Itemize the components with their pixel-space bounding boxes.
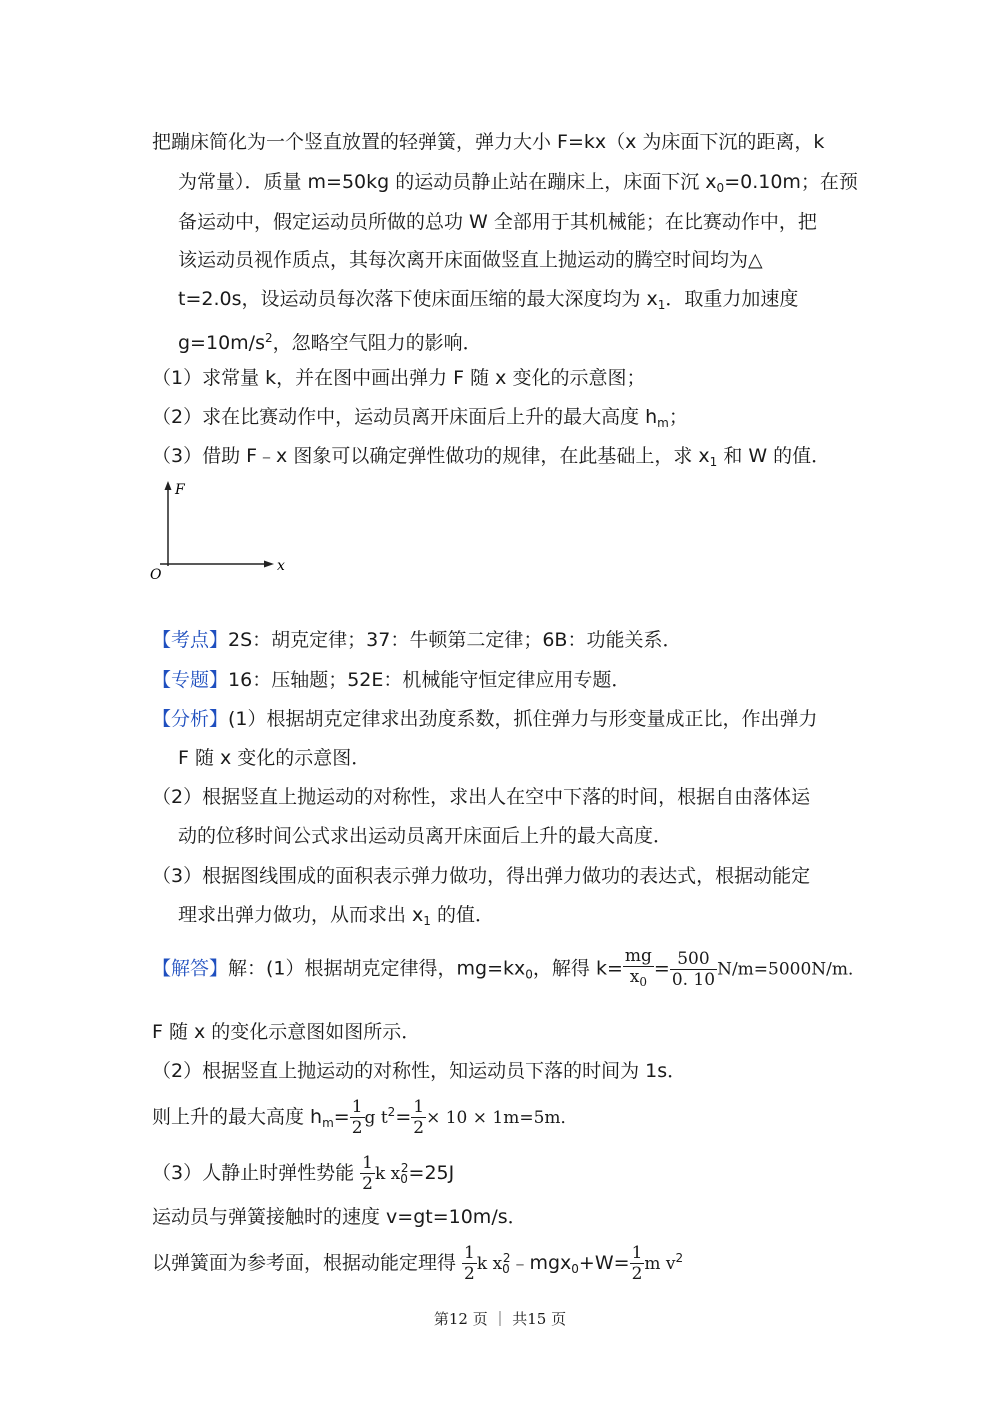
- question-3: [152, 444, 830, 474]
- equals-sign: =: [333, 1106, 350, 1128]
- formula-text: k x: [476, 1254, 503, 1274]
- subscript: m: [322, 1116, 334, 1130]
- jieda-line-7: [152, 1236, 683, 1291]
- fenxi-line-3: [152, 785, 810, 809]
- formula-text: +W=: [578, 1252, 630, 1274]
- jieda-tag: 【解答】: [152, 957, 229, 980]
- jieda-text: 则上升的最大高度 h: [152, 1106, 323, 1128]
- subscript: 1: [423, 914, 431, 928]
- jieda-text: 以弹簧面为参考面，根据动能定理得: [152, 1252, 463, 1274]
- problem-text: ．取重力加速度: [665, 288, 799, 310]
- x-axis-label: x: [277, 558, 285, 574]
- fenxi-text: 的值．: [430, 904, 494, 926]
- subscript: m: [657, 416, 669, 430]
- problem-text: 把蹦床简化为一个竖直放置的轻弹簧，弹力大小 F=kx（x 为床面下沉的距离，k: [152, 131, 825, 153]
- superscript: 2: [675, 1251, 684, 1265]
- fraction-mg-over-x0: [623, 946, 654, 992]
- fraction-denominator: 2: [631, 1264, 643, 1284]
- equals-sign: =: [395, 1106, 412, 1128]
- fraction-denominator: 2: [464, 1264, 475, 1284]
- problem-text: 为常量）．质量 m=50kg 的运动员静止站在蹦床上，床面下沉 x: [178, 171, 717, 193]
- superscript: 2: [400, 1161, 409, 1175]
- fraction-numerator: 1: [631, 1243, 643, 1263]
- jieda-line-5: [152, 1146, 454, 1201]
- fraction-half: [350, 1097, 365, 1138]
- fraction-half: [462, 1243, 477, 1284]
- jieda-result-k: N/m=5000N/m．: [717, 959, 866, 980]
- problem-line-3: [178, 210, 817, 234]
- subscript: 0: [502, 1262, 510, 1276]
- problem-line-4: [178, 248, 763, 272]
- y-axis-label: F: [175, 482, 185, 498]
- subscript: 1: [657, 298, 666, 312]
- y-axis-arrow-icon: [165, 481, 172, 490]
- subscript: 0: [639, 975, 647, 989]
- superscript: 2: [387, 1105, 396, 1119]
- formula-text: × 10 × 1m=5m．: [426, 1108, 578, 1128]
- fenxi-text: 理求出弹力做功，从而求出 x: [178, 904, 424, 926]
- fenxi-text: （3）根据图线围成的面积表示弹力做功，得出弹力做功的表达式，根据动能定: [152, 865, 811, 887]
- question-text: （3）借助 F﹣x 图象可以确定弹性做功的规律，在此基础上，求 x: [152, 445, 710, 467]
- jieda-line-4: [152, 1090, 578, 1145]
- fraction-denominator: 0. 10: [671, 969, 716, 990]
- fraction-numerator: 500: [670, 949, 717, 970]
- fraction-numerator: 1: [362, 1153, 373, 1173]
- jieda-text: （2）根据竖直上抛运动的对称性，知运动员下落的时间为 1s．: [152, 1060, 687, 1082]
- fraction-numerator: 1: [351, 1097, 363, 1117]
- question-2: [152, 405, 688, 435]
- question-text: ；: [668, 406, 688, 428]
- formula-text: k x: [374, 1164, 401, 1184]
- question-1: [152, 366, 645, 390]
- fraction-denominator: 2: [413, 1118, 425, 1138]
- jieda-line-2: [152, 1020, 420, 1044]
- problem-text: 备运动中，假定运动员所做的总功 W 全部用于其机械能；在比赛动作中，把: [178, 211, 817, 233]
- kaodian-tag: 【考点】: [152, 629, 229, 651]
- jieda-text: （3）人静止时弹性势能: [152, 1162, 361, 1184]
- formula-text: =25J: [408, 1162, 455, 1184]
- subscript: 0: [400, 1172, 408, 1186]
- jieda-line-6: [152, 1205, 527, 1229]
- subscript: 0: [525, 967, 533, 982]
- force-displacement-axes: [148, 478, 298, 582]
- fenxi-line-4: [178, 824, 672, 848]
- kaodian-line: [152, 628, 681, 652]
- fraction-denominator: 2: [351, 1118, 363, 1138]
- question-text: （1）求常量 k，并在图中画出弹力 F 随 x 变化的示意图；: [152, 367, 646, 389]
- fraction-half: [360, 1153, 375, 1194]
- fenxi-line-1: [152, 707, 818, 731]
- fenxi-text: （2）根据竖直上抛运动的对称性，求出人在空中下落的时间，根据自由落体运: [152, 786, 811, 808]
- problem-text: 该运动员视作质点，其每次离开床面做竖直上抛运动的腾空时间均为△: [178, 249, 763, 271]
- page-footer: 第12 页 ｜ 共15 页: [433, 1310, 567, 1328]
- question-text: （2）求在比赛动作中，运动员离开床面后上升的最大高度 h: [152, 406, 658, 428]
- jieda-text: F 随 x 的变化示意图如图所示．: [152, 1021, 421, 1043]
- jieda-line-3: [152, 1059, 686, 1083]
- fenxi-line-6: [178, 903, 494, 933]
- formula-text: ﹣mgx: [510, 1252, 572, 1274]
- fenxi-text: 动的位移时间公式求出运动员离开床面后上升的最大高度．: [178, 825, 673, 847]
- superscript: 2: [502, 1251, 511, 1265]
- fraction-denominator-text: x: [629, 967, 640, 987]
- fraction-500-over-010: [670, 949, 717, 990]
- fraction-half: [411, 1097, 426, 1138]
- problem-line-6: [178, 326, 482, 355]
- problem-line-1: [152, 130, 824, 154]
- superscript: 2: [264, 331, 273, 345]
- problem-text: ，忽略空气阻力的影响．: [272, 332, 482, 354]
- fraction-numerator: 1: [413, 1097, 425, 1117]
- zhuanti-tag: 【专题】: [152, 669, 229, 691]
- x-axis-arrow-icon: [264, 561, 274, 568]
- jieda-text: 运动员与弹簧接触时的速度 v=gt=10m/s．: [152, 1206, 527, 1228]
- zhuanti-text: 16：压轴题；52E：机械能守恒定律应用专题．: [228, 669, 631, 691]
- jieda-text: 解：(1）根据胡克定律得，mg=kx: [228, 957, 526, 980]
- subscript: 1: [709, 455, 718, 469]
- problem-text: t=2.0s，设运动员每次落下使床面压缩的最大深度均为 x: [178, 288, 658, 310]
- origin-label: O: [150, 567, 162, 582]
- zhuanti-line: [152, 668, 630, 692]
- jieda-line-1: [152, 946, 865, 997]
- subscript: 0: [571, 1262, 579, 1276]
- formula-text: m v: [644, 1254, 676, 1274]
- jieda-text: ，解得 k=: [532, 957, 623, 980]
- fraction-numerator: mg: [624, 946, 652, 966]
- fenxi-tag: 【分析】: [152, 708, 229, 730]
- problem-line-2: [178, 170, 858, 200]
- formula-text: g t: [364, 1108, 388, 1128]
- fenxi-text: F 随 x 变化的示意图．: [178, 747, 371, 769]
- problem-text: =0.10m；在预: [724, 171, 858, 193]
- fraction-denominator: 2: [362, 1174, 373, 1194]
- kaodian-text: 2S：胡克定律；37：牛顿第二定律；6B：功能关系．: [228, 629, 682, 651]
- fraction-numerator: 1: [464, 1243, 475, 1263]
- equals-sign: =: [653, 957, 670, 980]
- fenxi-text: (1）根据胡克定律求出劲度系数，抓住弹力与形变量成正比，作出弹力: [228, 708, 818, 730]
- problem-line-5: [178, 287, 798, 317]
- fraction-half: [630, 1243, 645, 1284]
- fenxi-line-2: [178, 746, 370, 770]
- fraction-denominator: [623, 967, 654, 992]
- subscript: 0: [716, 181, 725, 195]
- fenxi-line-5: [152, 864, 810, 888]
- question-text: 和 W 的值．: [717, 445, 831, 467]
- problem-text: g=10m/s: [178, 332, 265, 354]
